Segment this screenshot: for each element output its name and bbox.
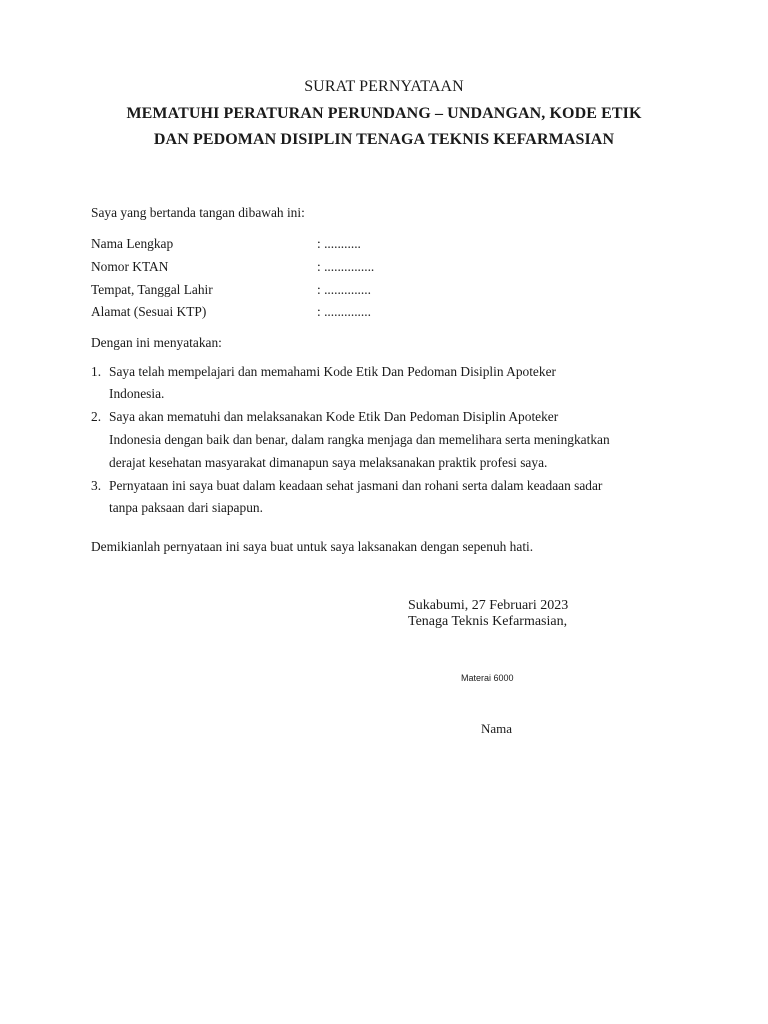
statement-number: 2. (91, 409, 102, 424)
field-value-birth: : .............. (317, 282, 371, 297)
document-subtitle-line-2: DAN PEDOMAN DISIPLIN TENAGA TEKNIS KEFARMASIAN (153, 131, 615, 148)
document-subtitle-line-1: MEMATUHI PERATURAN PERUNDANG – UNDANGAN, KODE ETIK (126, 105, 642, 122)
field-value-address: : .............. (317, 304, 371, 319)
closing-text: Demikianlah pernyataan ini saya buat untuk saya laksanakan dengan sepenuh hati. (91, 539, 534, 554)
statement-line: derajat kesehatan masyarakat dimanapun saya melaksanakan praktik profesi saya. (109, 455, 548, 470)
field-value-name: : ........... (317, 236, 361, 251)
field-label-birth: Tempat, Tanggal Lahir (91, 282, 213, 297)
statement-number: 1. (91, 364, 102, 379)
document-title (0, 78, 768, 96)
place-date: Sukabumi, 27 Februari 2023 (408, 598, 569, 613)
statement-line: Pernyataan ini saya buat dalam keadaan sehat jasmani dan rohani serta dalam keadaan sadar (109, 478, 603, 493)
statement-line: Saya telah mempelajari dan memahami Kode Etik Dan Pedoman Disiplin Apoteker (109, 364, 556, 379)
statement-line: Indonesia. (109, 386, 165, 401)
field-value-ktan: : ............... (317, 259, 375, 274)
signer-name: Nama (481, 721, 513, 736)
stamp-placeholder: Materai 6000 (461, 673, 514, 683)
declaration-intro: Dengan ini menyatakan: (91, 335, 222, 350)
field-label-name: Nama Lengkap (91, 236, 174, 251)
statement-line: tanpa paksaan dari siapapun. (109, 500, 263, 515)
statement-number: 3. (91, 478, 102, 493)
intro-text: Saya yang bertanda tangan dibawah ini: (91, 205, 305, 220)
field-label-address: Alamat (Sesuai KTP) (91, 304, 207, 319)
statement-line: Saya akan mematuhi dan melaksanakan Kode Etik Dan Pedoman Disiplin Apoteker (109, 409, 559, 424)
field-label-ktan: Nomor KTAN (91, 259, 169, 274)
title-line-1: SURAT PERNYATAAN (304, 78, 464, 95)
signer-role: Tenaga Teknis Kefarmasian, (408, 614, 568, 629)
statement-line: Indonesia dengan baik dan benar, dalam rangka menjaga dan memelihara serta meningkatkan (109, 432, 610, 447)
